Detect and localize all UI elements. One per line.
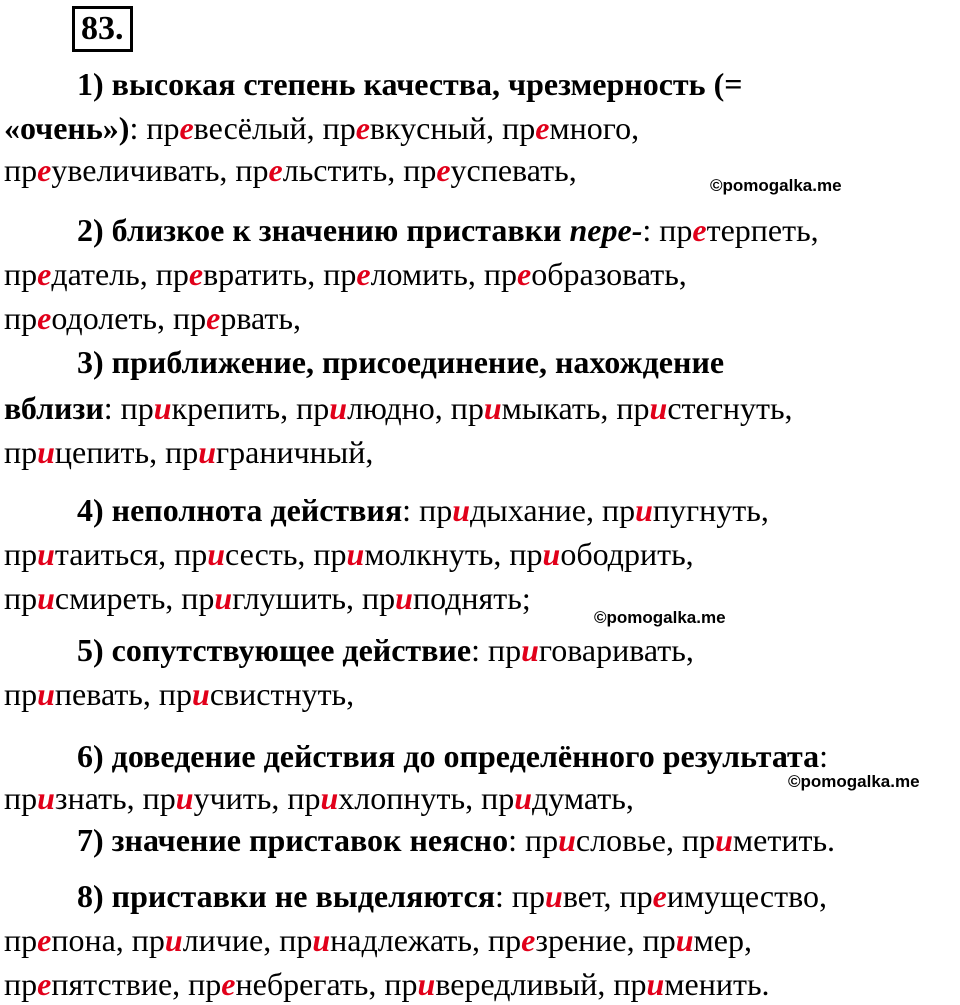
highlighted-vowel: е xyxy=(535,110,550,146)
highlighted-vowel: е xyxy=(692,212,707,248)
highlighted-vowel: и xyxy=(320,780,339,816)
highlighted-vowel: и xyxy=(37,676,55,712)
example-text: образовать, xyxy=(531,256,687,292)
rule-heading: 5) сопутствующее действие xyxy=(77,632,472,668)
example-text: мер, xyxy=(693,922,752,958)
text-line xyxy=(4,388,793,428)
text-line xyxy=(77,736,828,776)
text-line xyxy=(77,342,724,382)
example-text: много, xyxy=(549,110,640,146)
example-text: глушить, пр xyxy=(232,580,396,616)
rule-heading: 6) доведение действия до определённого результата xyxy=(77,738,820,774)
example-text: датель, пр xyxy=(51,256,189,292)
highlighted-vowel: е xyxy=(37,152,52,188)
highlighted-vowel: е xyxy=(652,878,667,914)
highlighted-vowel: и xyxy=(192,676,210,712)
highlighted-vowel: и xyxy=(175,780,194,816)
highlighted-vowel: е xyxy=(356,256,371,292)
example-text: : пр xyxy=(402,492,453,528)
example-text: успевать, xyxy=(450,152,577,188)
example-text: сесть, пр xyxy=(225,536,347,572)
example-text: пр xyxy=(4,152,38,188)
example-text: ободрить, xyxy=(560,536,694,572)
example-text: : пр xyxy=(642,212,693,248)
text-line xyxy=(4,150,577,190)
text-line xyxy=(4,964,770,1004)
example-text: таиться, пр xyxy=(54,536,208,572)
highlighted-vowel: е xyxy=(517,256,532,292)
text-line xyxy=(4,432,373,472)
highlighted-vowel: и xyxy=(214,580,233,616)
highlighted-vowel: е xyxy=(37,922,52,958)
highlighted-vowel: и xyxy=(545,878,563,914)
text-line xyxy=(77,820,835,860)
text-line xyxy=(4,108,639,148)
text-line xyxy=(4,578,531,618)
highlighted-vowel: е xyxy=(221,966,236,1002)
example-text: пятствие, пр xyxy=(51,966,222,1002)
example-text: пр xyxy=(4,536,38,572)
highlighted-vowel: и xyxy=(558,822,576,858)
text-line xyxy=(4,534,694,574)
example-text: свистнуть, xyxy=(209,676,355,712)
highlighted-vowel: и xyxy=(675,922,694,958)
highlighted-vowel: е xyxy=(37,256,52,292)
watermark: ©pomogalka.me xyxy=(788,772,920,791)
highlighted-vowel: и xyxy=(395,580,413,616)
rule-heading: 3) приближение, присоединение, нахождение xyxy=(77,344,725,380)
example-text: личие, пр xyxy=(182,922,313,958)
example-text: пр xyxy=(4,676,38,712)
example-text: пр xyxy=(4,434,38,470)
example-text: думать, xyxy=(532,780,634,816)
example-text: : пр xyxy=(103,390,154,426)
example-text: мыкать, пр xyxy=(501,390,650,426)
highlighted-vowel: е xyxy=(206,300,221,336)
highlighted-vowel: и xyxy=(37,580,55,616)
text-line xyxy=(4,254,687,294)
text-line xyxy=(77,630,694,670)
highlighted-vowel: и xyxy=(207,536,226,572)
example-text: пр xyxy=(4,922,38,958)
highlighted-vowel: и xyxy=(37,536,55,572)
example-text: весёлый, пр xyxy=(193,110,356,146)
example-text: рвать, xyxy=(220,300,301,336)
example-text: вередливый, пр xyxy=(435,966,647,1002)
highlighted-vowel: и xyxy=(37,780,55,816)
example-text: вкусный, пр xyxy=(369,110,536,146)
watermark: ©pomogalka.me xyxy=(710,176,842,195)
example-text: : пр xyxy=(129,110,180,146)
highlighted-vowel: и xyxy=(542,536,561,572)
example-text: знать, пр xyxy=(54,780,176,816)
highlighted-vowel: и xyxy=(346,536,365,572)
example-text: : пр xyxy=(508,822,559,858)
highlighted-vowel: и xyxy=(37,434,55,470)
highlighted-vowel: и xyxy=(635,492,653,528)
rule-heading: 4) неполнота действия xyxy=(77,492,403,528)
highlighted-vowel: и xyxy=(164,922,183,958)
rule-heading: 2) близкое к значению приставки xyxy=(77,212,570,248)
highlighted-vowel: и xyxy=(452,492,470,528)
highlighted-vowel: е xyxy=(179,110,194,146)
highlighted-vowel: е xyxy=(188,256,204,292)
example-text: вратить, пр xyxy=(203,256,357,292)
example-text: граничный, xyxy=(216,434,374,470)
rule-heading: пере- xyxy=(569,212,643,248)
example-text: одолеть, пр xyxy=(51,300,207,336)
example-text: вет, пр xyxy=(562,878,653,914)
example-text: пр xyxy=(4,780,38,816)
example-text: стегнуть, xyxy=(667,390,793,426)
rule-heading: «очень») xyxy=(4,110,130,146)
highlighted-vowel: и xyxy=(646,966,665,1002)
example-text: льстить, пр xyxy=(282,152,437,188)
watermark: ©pomogalka.me xyxy=(594,608,726,627)
rule-heading: вблизи xyxy=(4,390,104,426)
example-text: : xyxy=(819,738,829,774)
example-text: молкнуть, пр xyxy=(364,536,543,572)
highlighted-vowel: е xyxy=(37,300,52,336)
example-text: имущество, xyxy=(666,878,827,914)
text-line xyxy=(77,64,742,104)
example-text: ломить, пр xyxy=(370,256,517,292)
rule-heading: 1) высокая степень качества, чрезмерность (= xyxy=(77,66,743,102)
example-text: пр xyxy=(4,300,38,336)
example-text: увеличивать, пр xyxy=(51,152,269,188)
example-text: дыхание, пр xyxy=(469,492,636,528)
example-text: зрение, пр xyxy=(535,922,676,958)
highlighted-vowel: и xyxy=(521,632,539,668)
example-text: надлежать, пр xyxy=(330,922,522,958)
example-text: небрегать, пр xyxy=(235,966,418,1002)
exercise-number: 83. xyxy=(72,6,133,52)
highlighted-vowel: е xyxy=(268,152,283,188)
highlighted-vowel: и xyxy=(312,922,331,958)
rule-heading: 8) приставки не выделяются xyxy=(77,878,496,914)
highlighted-vowel: и xyxy=(329,390,348,426)
example-text: крепить, пр xyxy=(171,390,330,426)
highlighted-vowel: е xyxy=(436,152,451,188)
example-text: певать, пр xyxy=(54,676,193,712)
text-line xyxy=(77,210,819,250)
example-text: : пр xyxy=(495,878,546,914)
example-text: терпеть, xyxy=(706,212,819,248)
example-text: хлопнуть, пр xyxy=(338,780,515,816)
example-text: пона, пр xyxy=(51,922,165,958)
example-text: говаривать, xyxy=(538,632,694,668)
example-text: пр xyxy=(4,580,38,616)
example-text: смиреть, пр xyxy=(54,580,215,616)
highlighted-vowel: е xyxy=(521,922,536,958)
example-text: учить, пр xyxy=(193,780,321,816)
highlighted-vowel: и xyxy=(198,434,216,470)
example-text: пугнуть, xyxy=(652,492,769,528)
highlighted-vowel: и xyxy=(483,390,502,426)
text-line xyxy=(4,674,354,714)
text-line xyxy=(4,298,301,338)
highlighted-vowel: и xyxy=(417,966,436,1002)
text-line xyxy=(77,876,827,916)
example-text: менить. xyxy=(664,966,770,1002)
rule-heading: 7) значение приставок неясно xyxy=(77,822,509,858)
example-text: словье, пр xyxy=(575,822,716,858)
example-text: пр xyxy=(4,966,38,1002)
highlighted-vowel: и xyxy=(649,390,668,426)
example-text: цепить, пр xyxy=(54,434,199,470)
text-line xyxy=(4,920,752,960)
highlighted-vowel: е xyxy=(355,110,370,146)
text-line xyxy=(77,490,769,530)
example-text: людно, пр xyxy=(347,390,484,426)
example-text: поднять; xyxy=(412,580,531,616)
example-text: пр xyxy=(4,256,38,292)
highlighted-vowel: и xyxy=(715,822,733,858)
example-text: метить. xyxy=(732,822,836,858)
highlighted-vowel: и xyxy=(514,780,532,816)
example-text: : пр xyxy=(471,632,522,668)
highlighted-vowel: и xyxy=(153,390,172,426)
highlighted-vowel: е xyxy=(37,966,52,1002)
text-line xyxy=(4,778,634,818)
